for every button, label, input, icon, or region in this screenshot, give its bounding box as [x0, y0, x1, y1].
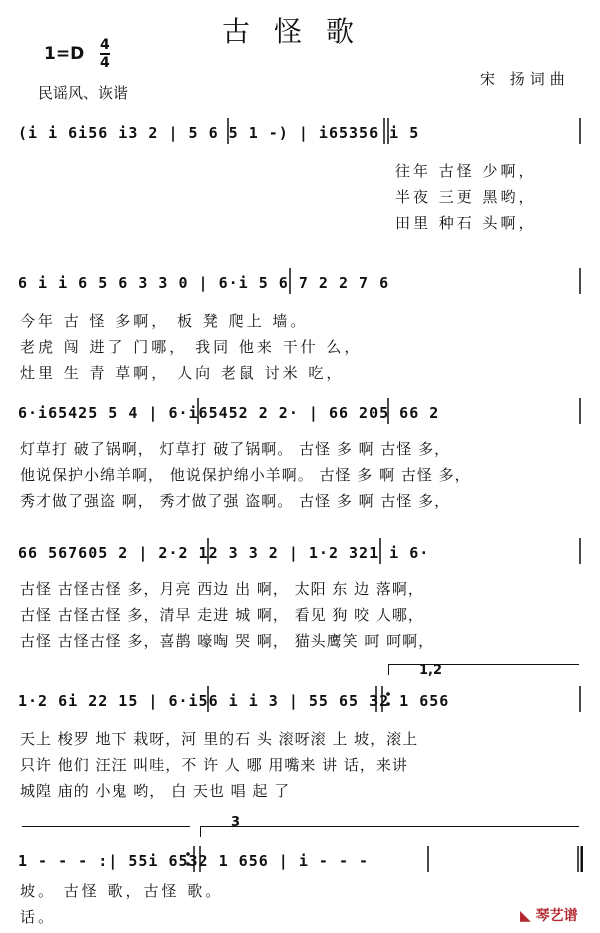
notation-line: 1 - - - :| 55i 6532 1 656 | i - - -	[18, 852, 370, 870]
lyric-line: 灯草打 破了锅啊， 灯草打 破了锅啊。 古怪 多 啊 古怪 多，	[20, 440, 451, 458]
lyric-line: 他说保护小绵羊啊， 他说保护绵小羊啊。 古怪 多 啊 古怪 多，	[20, 466, 471, 484]
lyric-line: 天上 梭罗 地下 栽呀，河 里的石 头 滚呀滚 上 坡，滚上	[20, 730, 419, 748]
lyric-line: 老虎 闯 进了 门哪， 我同 他来 干什 么，	[20, 338, 363, 356]
lyric-line: 秀才做了强盗 啊， 秀才做了强 盗啊。 古怪 多 啊 古怪 多，	[20, 492, 451, 510]
style-note: 民谣风、诙谐	[38, 84, 129, 102]
lyric-line: 坡。 古怪 歌，古怪 歌。	[20, 882, 224, 900]
lyric-line: 古怪 古怪古怪 多，月亮 西边 出 啊， 太阳 东 边 落啊，	[20, 580, 424, 598]
lyric-line: 灶里 生 青 草啊， 人向 老鼠 讨米 吃，	[20, 364, 345, 382]
staff-system-1	[18, 118, 583, 148]
volta-bracket	[200, 815, 579, 837]
author-credit: 宋 扬词曲	[480, 70, 570, 88]
staff-system-4	[18, 538, 583, 568]
volta-label: 3	[231, 815, 241, 830]
watermark-text: 琴艺谱	[535, 908, 578, 924]
song-title: 古怪歌	[221, 15, 378, 48]
meter-bottom: 4	[100, 55, 110, 71]
lyric-line: 田里 种石 头啊，	[395, 214, 537, 232]
watermark-logo	[520, 905, 578, 925]
notation-line: 6 i i 6 5 6 3 3 0 | 6·i 5 6 7 2 2 7 6	[18, 274, 390, 292]
staff-system-6	[18, 846, 583, 876]
lyric-line: 话。	[20, 908, 57, 926]
lyric-line: 今年 古 怪 多啊， 板 凳 爬上 墙。	[20, 312, 309, 330]
staff-system-5	[18, 686, 583, 716]
lyric-line: 城隍 庙的 小鬼 哟， 白 天也 唱 起 了	[20, 782, 291, 800]
logo-icon: ◣	[520, 908, 531, 924]
notation-line: 6·i65425 5 4 | 6·i65452 2 2· | 66 205 66 2	[18, 404, 440, 422]
volta-bracket	[388, 663, 579, 678]
staff-system-3	[18, 398, 583, 428]
notation-line: (i i 6i56 i3 2 | 5 6 5 1 -) | i65356 i 5	[18, 124, 420, 142]
lyric-line: 只许 他们 汪汪 叫哇，不 许 人 哪 用嘴来 讲 话，来讲	[20, 756, 408, 774]
notation-line: 66 567605 2 | 2·2 12 3 3 2 | 1·2 321 i 6·	[18, 544, 430, 562]
staff-system-2	[18, 268, 583, 298]
lyric-line: 古怪 古怪古怪 多，喜鹊 嚎啕 哭 啊， 猫头鹰笑 呵 呵啊，	[20, 632, 435, 650]
key-signature: 1=D	[44, 44, 85, 64]
meter-top: 4	[100, 37, 110, 53]
lyric-line: 半夜 三更 黑哟，	[395, 188, 537, 206]
volta-label: 1,2	[419, 663, 443, 678]
lyric-line: 古怪 古怪古怪 多，清早 走进 城 啊， 看见 狗 咬 人哪，	[20, 606, 424, 624]
notation-line: 1·2 6i 22 15 | 6·i56 i i 3 | 55 65 32 1 656	[18, 692, 450, 710]
volta-bracket-12	[22, 826, 190, 827]
time-signature	[100, 38, 110, 70]
lyric-line: 往年 古怪 少啊，	[395, 162, 537, 180]
